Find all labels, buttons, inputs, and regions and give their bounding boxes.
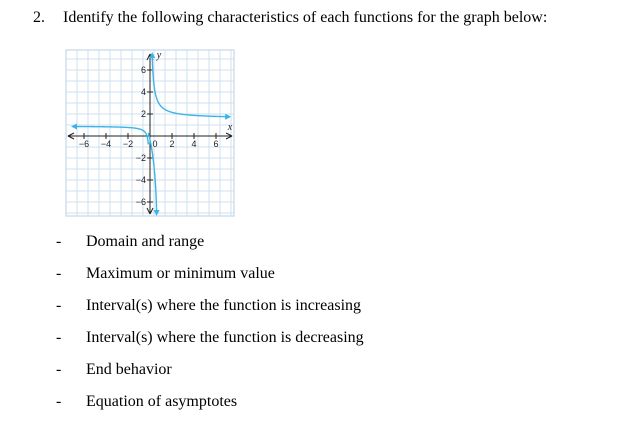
- question-heading: [33, 8, 547, 28]
- list-bullet: -: [56, 361, 62, 378]
- x-tick-label: −4: [100, 139, 112, 149]
- x-tick-label: 2: [169, 139, 175, 149]
- y-tick-label: 6: [140, 65, 146, 75]
- list-bullet: -: [56, 393, 62, 410]
- x-axis-label: x: [227, 122, 233, 133]
- question-number: 2.: [33, 9, 45, 26]
- x-tick-label: −6: [78, 139, 90, 149]
- x-tick-label: 4: [191, 139, 197, 149]
- curve-right-arrow: [225, 114, 231, 120]
- list-bullet: -: [56, 297, 62, 314]
- x-tick-label: −2: [122, 139, 134, 149]
- x-tick-label: 6: [213, 139, 219, 149]
- curve-left-arrow: [71, 123, 77, 129]
- curve-right-branch: [152, 58, 229, 117]
- list-item-label: Maximum or minimum value: [86, 265, 275, 282]
- y-tick-label: −2: [135, 153, 146, 163]
- y-axis-label: y: [156, 50, 162, 61]
- y-tick-label: −6: [135, 197, 146, 207]
- list-item-label: Domain and range: [86, 233, 205, 250]
- y-tick-label: −4: [135, 175, 146, 185]
- list-item-label: End behavior: [86, 361, 172, 378]
- graph-axes: [68, 54, 232, 214]
- list-item-label: Interval(s) where the function is increasing: [86, 297, 362, 314]
- list-bullet: -: [56, 233, 62, 250]
- function-graph: [60, 40, 244, 220]
- x-tick-label: 0: [152, 139, 158, 149]
- list-item-label: Equation of asymptotes: [86, 393, 238, 410]
- y-tick-label: 4: [140, 87, 146, 97]
- list-bullet: -: [56, 265, 62, 282]
- question-text: Identify the following characteristics of each functions for the graph below:: [63, 9, 548, 26]
- y-tick-label: 2: [140, 109, 146, 119]
- list-item-label: Interval(s) where the function is decreasing: [86, 329, 364, 346]
- list-bullet: -: [56, 329, 62, 346]
